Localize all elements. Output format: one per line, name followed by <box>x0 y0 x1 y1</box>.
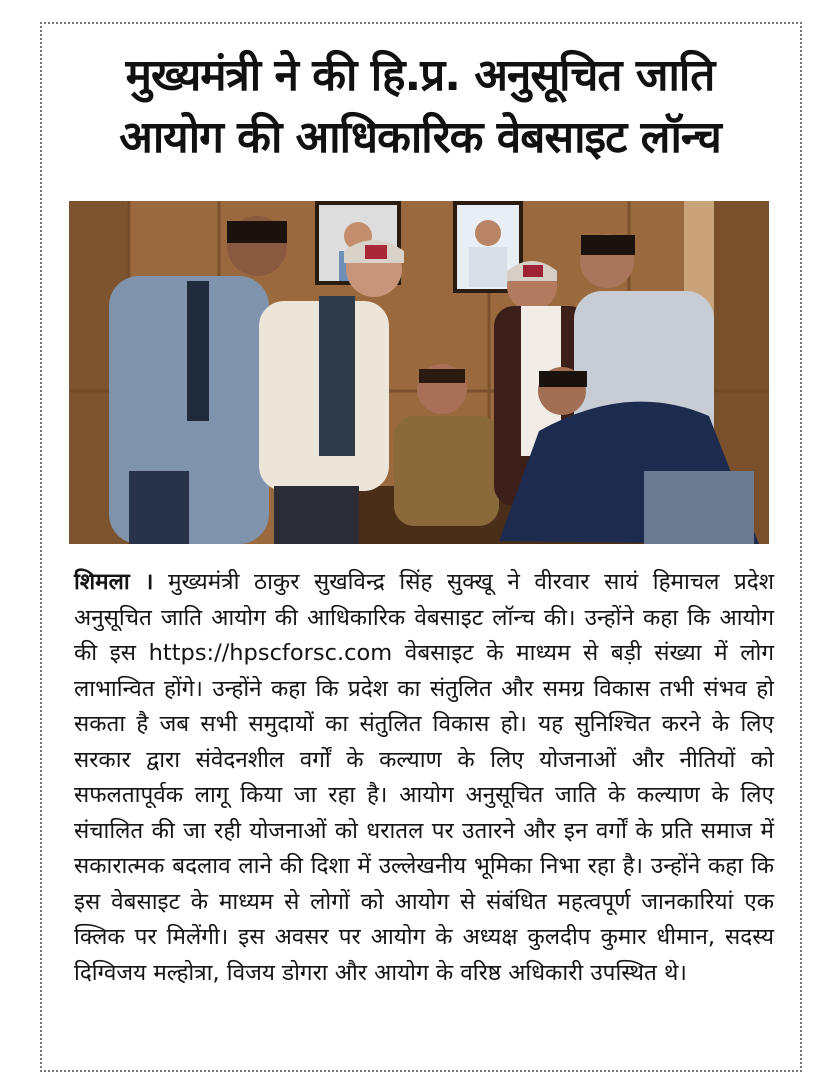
article-body <box>74 565 774 991</box>
dateline: शिमला । <box>74 569 154 595</box>
headline-line-1: मुख्यमंत्री ने की हि.प्र. अनुसूचित जाति <box>125 50 715 101</box>
headline <box>60 45 780 169</box>
headline-line-2: आयोग की आधिकारिक वेबसाइट लॉन्च <box>119 112 721 163</box>
news-photo-icon <box>69 201 769 544</box>
news-photo <box>69 201 769 544</box>
article-text: मुख्यमंत्री ठाकुर सुखविन्द्र सिंह सुक्खू ने वीरवार सायं हिमाचल प्रदेश अनुसूचित जाति आयोग की आधिकारिक वेबसाइट लॉन्च की। उन्होंने कहा कि आयोग की इस https://hpscforsc.com वेबसाइट के माध्यम से बड़ी संख्या में लोग लाभान्वित होंगे। उन्होंने कहा कि प्रदेश का संतुलित और समग्र विकास तभी संभव हो सकता है जब सभी समुदायों का संतुलित विकास हो। यह सुनिश्चित करने के लिए सरकार द्वारा संवेदनशील वर्गों के कल्याण के लिए योजनाओं और नीतियों को सफलतापूर्वक लागू किया जा रहा है। आयोग अनुसूचित जाति के कल्याण के लिए संचालित की जा रही योजनाओं को धरातल पर उतारने और इन वर्गों के प्रति समाज में सकारात्मक बदलाव लाने की दिशा में उल्लेखनीय भूमिका निभा रहा है। उन्होंने कहा कि इस वेबसाइट के माध्यम से लोगों को आयोग से संबंधित महत्वपूर्ण जानकारियां एक क्लिक पर मिलेंगी। इस अवसर पर आयोग के अध्यक्ष कुलदीप कुमार धीमान, सदस्य दिग्विजय मल्होत्रा, विजय डोगरा और आयोग के वरिष्ठ अधिकारी उपस्थित थे। <box>74 569 774 986</box>
